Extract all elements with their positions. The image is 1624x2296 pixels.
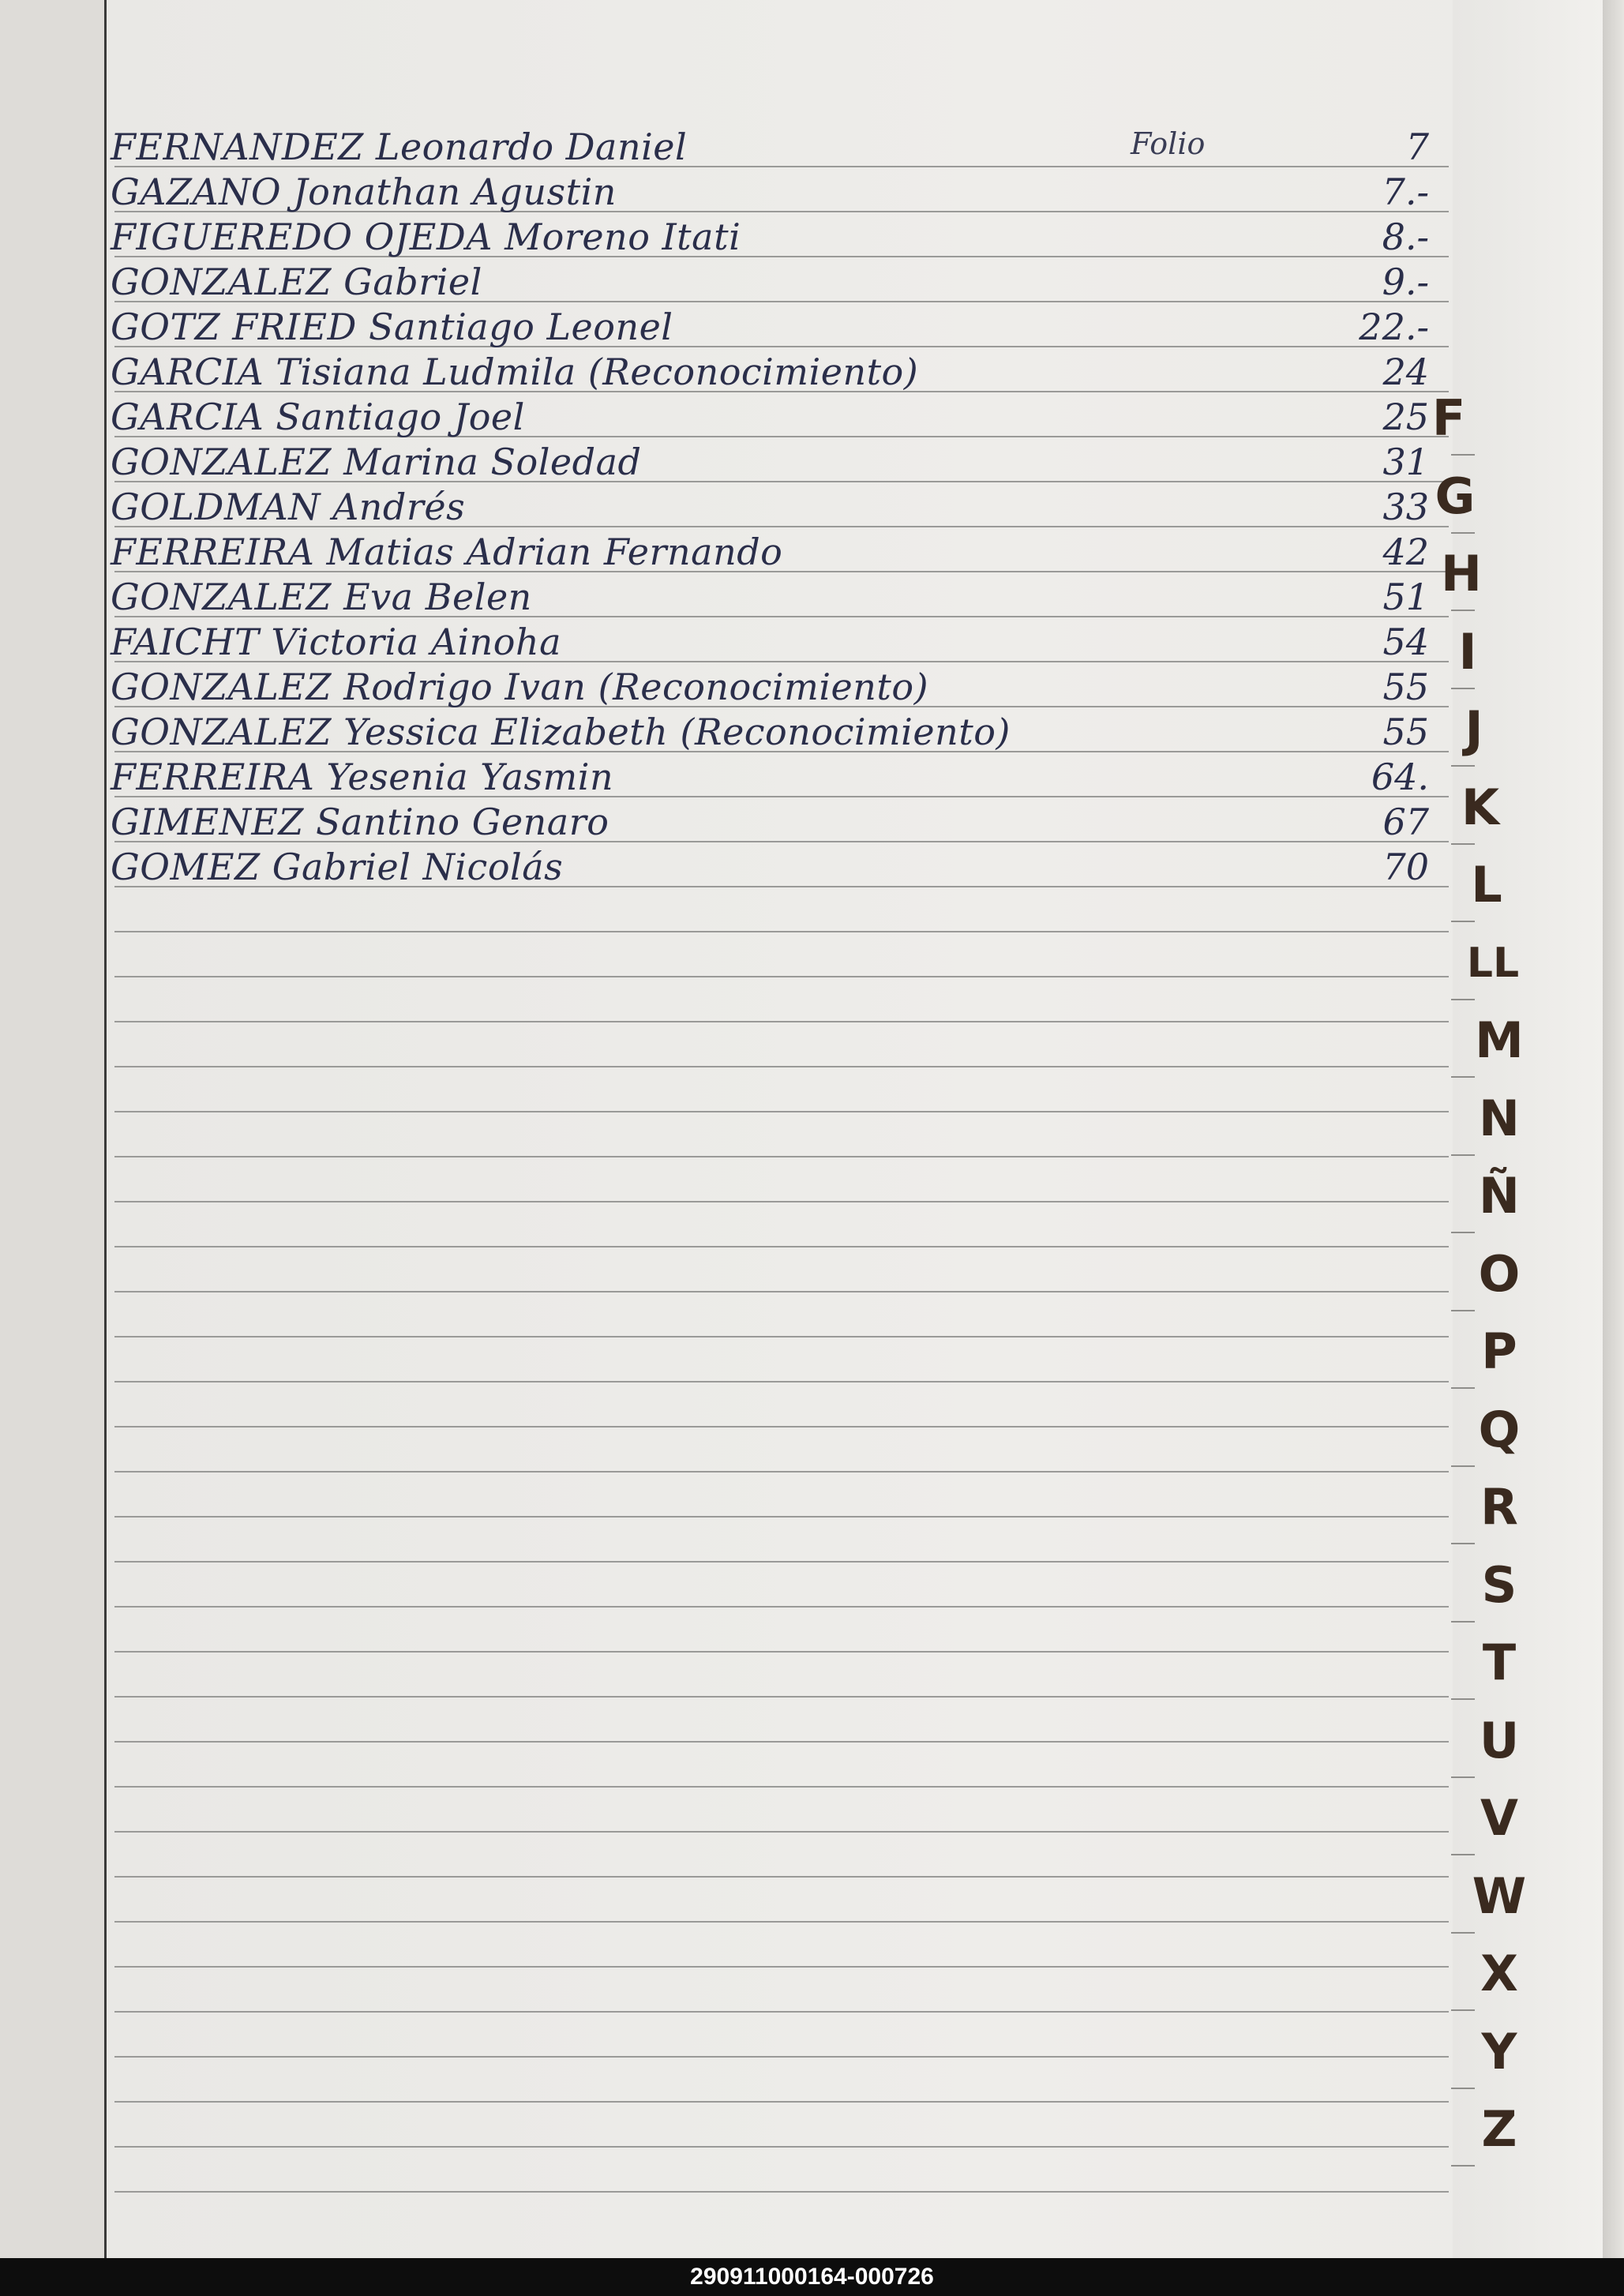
tab-divider xyxy=(1451,1932,1475,1934)
index-tab-ñ[interactable]: Ñ xyxy=(1479,1167,1520,1225)
entry-name: GONZALEZ Yessica Elizabeth (Reconocimiento) xyxy=(111,711,1011,753)
list-item xyxy=(111,575,1453,619)
entry-name: GAZANO Jonathan Agustin xyxy=(111,171,617,213)
index-tab-u[interactable]: U xyxy=(1479,1711,1520,1769)
index-tab-l[interactable]: L xyxy=(1471,856,1502,914)
entry-folio: 7 xyxy=(1405,126,1429,168)
list-item xyxy=(111,665,1453,709)
tab-divider xyxy=(1451,1076,1475,1078)
tab-divider xyxy=(1451,1621,1475,1623)
index-tab-r[interactable]: R xyxy=(1480,1478,1518,1536)
list-item xyxy=(111,530,1453,574)
list-item xyxy=(111,395,1453,439)
entry-name: FERREIRA Matias Adrian Fernando xyxy=(111,531,783,573)
index-tab-q[interactable]: Q xyxy=(1478,1400,1521,1458)
list-item xyxy=(111,710,1453,754)
entry-folio: 9.- xyxy=(1382,261,1429,303)
index-tab-s[interactable]: S xyxy=(1481,1555,1517,1614)
index-tab-o[interactable]: O xyxy=(1478,1244,1521,1303)
index-tab-p[interactable]: P xyxy=(1481,1322,1517,1380)
entry-name: FERNANDEZ Leonardo Daniel xyxy=(111,126,688,168)
list-item xyxy=(111,620,1453,664)
list-item xyxy=(111,440,1453,484)
index-tab-k[interactable]: K xyxy=(1461,778,1500,836)
entry-folio: 42 xyxy=(1382,531,1429,573)
index-tab-t[interactable]: T xyxy=(1482,1634,1517,1691)
index-tab-w[interactable]: W xyxy=(1472,1866,1527,1925)
index-tab-ll[interactable]: LL xyxy=(1466,939,1520,987)
index-tab-g[interactable]: G xyxy=(1435,467,1476,525)
tab-divider xyxy=(1451,610,1475,611)
tab-divider xyxy=(1451,2088,1475,2089)
tab-divider xyxy=(1451,1543,1475,1544)
tab-divider xyxy=(1451,1465,1475,1467)
tab-divider xyxy=(1451,1698,1475,1700)
index-tab-z[interactable]: Z xyxy=(1481,2100,1517,2158)
page-edge xyxy=(1603,0,1624,2258)
list-item xyxy=(111,215,1453,259)
tab-divider xyxy=(1451,765,1475,767)
entry-folio: 22.- xyxy=(1359,306,1429,348)
entry-name: FERREIRA Yesenia Yasmin xyxy=(111,756,614,798)
entry-folio: 67 xyxy=(1382,801,1429,843)
folio-heading: Folio xyxy=(1131,126,1206,161)
list-item xyxy=(111,755,1453,799)
document-id-footer: 290911000164-000726 xyxy=(0,2258,1624,2296)
index-tab-v[interactable]: V xyxy=(1480,1789,1518,1847)
tab-divider xyxy=(1451,1387,1475,1389)
index-tab-n[interactable]: N xyxy=(1479,1089,1520,1147)
tab-divider xyxy=(1451,2165,1475,2167)
tab-divider xyxy=(1451,688,1475,689)
entry-name: GONZALEZ Marina Soledad xyxy=(111,441,642,483)
list-item xyxy=(111,260,1453,304)
entry-list xyxy=(111,0,1453,2258)
index-tab-m[interactable]: M xyxy=(1475,1011,1524,1069)
tab-divider xyxy=(1451,1854,1475,1855)
list-item xyxy=(111,170,1453,214)
entry-name: GONZALEZ Rodrigo Ivan (Reconocimiento) xyxy=(111,666,929,708)
index-tab-h[interactable]: H xyxy=(1441,545,1482,602)
entry-name: FAICHT Victoria Ainoha xyxy=(111,621,562,663)
entry-name: GOTZ FRIED Santiago Leonel xyxy=(111,306,673,348)
list-item xyxy=(111,845,1453,889)
entry-folio: 8.- xyxy=(1382,216,1429,258)
list-item xyxy=(111,125,1453,169)
list-item xyxy=(111,350,1453,394)
tab-divider xyxy=(1451,1310,1475,1311)
tab-divider xyxy=(1451,454,1475,456)
entry-name: GONZALEZ Eva Belen xyxy=(111,576,532,618)
list-item xyxy=(111,305,1453,349)
entry-folio: 54 xyxy=(1382,621,1429,663)
entry-name: GOLDMAN Andrés xyxy=(111,486,466,528)
entry-name: GARCIA Santiago Joel xyxy=(111,396,525,438)
entry-folio: 33 xyxy=(1382,486,1429,528)
list-item xyxy=(111,485,1453,529)
index-tab-j[interactable]: J xyxy=(1465,700,1483,758)
entry-folio: 24 xyxy=(1382,351,1429,393)
tab-divider xyxy=(1451,843,1475,845)
index-tab-i[interactable]: I xyxy=(1458,622,1477,681)
list-item xyxy=(111,800,1453,844)
tab-divider xyxy=(1451,1232,1475,1233)
index-tab-y[interactable]: Y xyxy=(1481,2022,1517,2080)
tab-divider xyxy=(1451,1154,1475,1156)
tab-divider xyxy=(1451,999,1475,1000)
index-tab-x[interactable]: X xyxy=(1480,1945,1518,2002)
entry-folio: 64. xyxy=(1371,756,1429,798)
entry-folio: 31 xyxy=(1382,441,1429,483)
entry-name: FIGUEREDO OJEDA Moreno Itati xyxy=(111,216,741,258)
tab-divider xyxy=(1451,2009,1475,2011)
entry-name: GIMENEZ Santino Genaro xyxy=(111,801,609,843)
entry-folio: 51 xyxy=(1382,576,1429,618)
entry-folio: 7.- xyxy=(1382,171,1429,213)
entry-folio: 70 xyxy=(1382,846,1429,888)
entry-folio: 55 xyxy=(1382,666,1429,708)
tab-divider xyxy=(1451,1776,1475,1778)
tab-divider xyxy=(1451,921,1475,922)
entry-name: GOMEZ Gabriel Nicolás xyxy=(111,846,564,888)
entry-name: GARCIA Tisiana Ludmila (Reconocimiento) xyxy=(111,351,919,393)
entry-name: GONZALEZ Gabriel xyxy=(111,261,482,303)
entry-folio: 55 xyxy=(1382,711,1429,753)
tab-divider xyxy=(1451,532,1475,534)
index-tab-f[interactable]: F xyxy=(1431,389,1466,447)
entry-folio: 25 xyxy=(1382,396,1429,438)
